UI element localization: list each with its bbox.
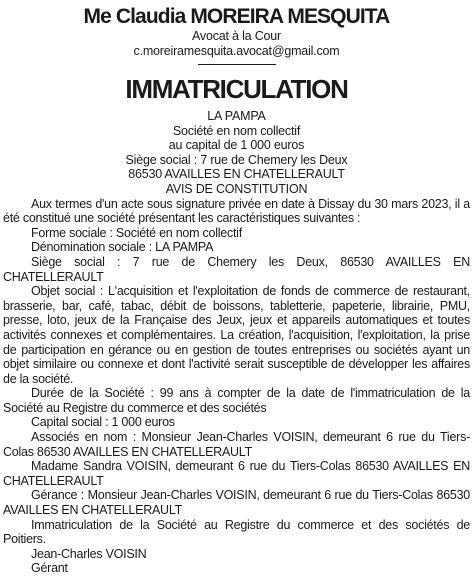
divider xyxy=(198,64,276,65)
company-denomination: Dénomination sociale : LA PAMPA xyxy=(31,240,214,255)
management: Gérance : Monsieur Jean-Charles VOISIN, demeurant 6 rue du Tiers-Colas 86530 AVAILLES EN CHATELLERAULT xyxy=(3,488,470,518)
signatory-name: Jean-Charles VOISIN xyxy=(31,546,147,561)
notice-body xyxy=(3,197,470,576)
notice-type: AVIS DE CONSTITUTION xyxy=(165,181,308,196)
company-city: 86530 AVAILLES EN CHATELLERAULT xyxy=(128,167,345,182)
company-seat: Siège social : 7 rue de Chemery les Deux xyxy=(125,152,348,167)
email: c.moreiramesquita.avocat@gmail.com xyxy=(133,44,340,58)
share-capital: Capital social : 1 000 euros xyxy=(31,415,175,430)
registered-office: Siège social : 7 rue de Chemery les Deux, 86530 AVAILLES EN CHATELLERAULT xyxy=(3,254,470,284)
company-duration: Durée de la Société : 99 ans à compter de la date de l'immatriculation de la Société au Registre du commerce et des sociétés xyxy=(3,386,470,415)
lawyer-name: Me Claudia MOREIRA MESQUITA xyxy=(83,5,390,28)
partner-1: Associés en nom : Monsieur Jean-Charles VOISIN, demeurant 6 rue du Tiers-Colas 86530 AVAILLES EN CHATELLERAULT xyxy=(3,430,470,459)
signatory-role: Gérant xyxy=(31,561,68,576)
corporate-purpose: Objet social : L'acquisition et l'exploitation de fonds de commerce de restaurant, brasserie, bar, café, tabac, débit de boissons, tabletterie, papeterie, librairie, PMU, presse, loto, jeux de la Française des Jeux, jeux et appareils automatiques et toutes activités connexes et complémentaires. La création, l'acquisition, l'exploitation, la prise de participation en gérance ou en gestion de toutes entreprises ou sociétés ayant un objet similaire ou connexe et dont l'activité serait susceptible de développer les affaires de la société. xyxy=(3,284,470,386)
company-form: Société en nom collectif xyxy=(172,123,301,138)
company-name: LA PAMPA xyxy=(207,109,266,123)
legal-form: Forme sociale : Société en nom collectif xyxy=(31,225,242,240)
intro-paragraph: Aux termes d'un acte sous signature privée en date à Dissay du 30 mars 2023, il a été constitué une société présentant les caractéristiques suivantes : xyxy=(3,196,470,226)
company-capital: au capital de 1 000 euros xyxy=(168,138,305,153)
registration: Immatriculation de la Société au Registre du commerce et des sociétés de Poitiers. xyxy=(3,517,470,547)
company-block xyxy=(3,109,470,197)
profession: Avocat à la Cour xyxy=(192,29,281,43)
notice-title: IMMATRICULATION xyxy=(125,74,348,104)
header xyxy=(3,4,470,65)
partner-2: Madame Sandra VOISIN, demeurant 6 rue du Tiers-Colas 86530 AVAILLES EN CHATELLERAULT xyxy=(3,459,470,488)
